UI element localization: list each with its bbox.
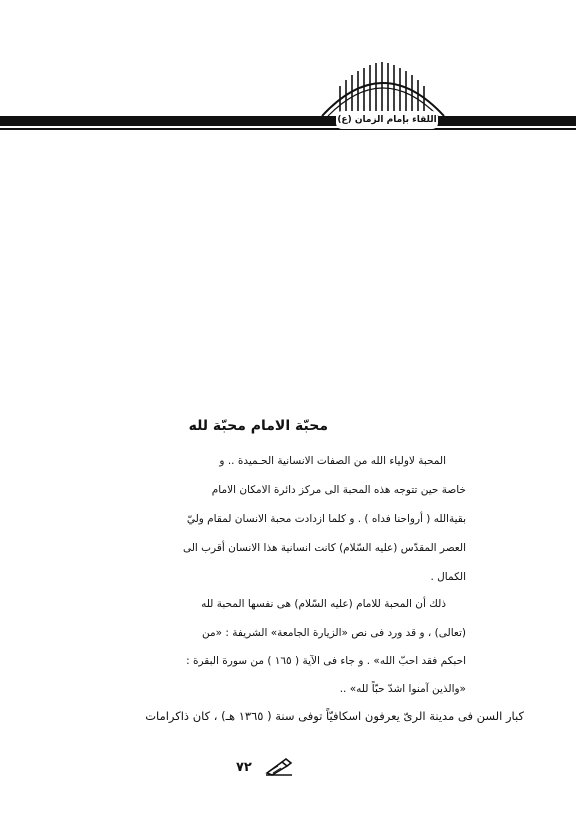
body-line: ذلك أن المحبة للامام (عليه السّلام) هى نفسها المحبة لله [201,598,446,610]
page-number: ٧٢ [236,760,252,775]
arch-with-bars-icon [318,56,448,118]
header-rule-thin [0,128,576,130]
body-line: كبار السن فى مدينة الرىّ يعرفون اسكافيّاً توفى سنة ( ١٣٦٥ هـ) ، كان ذاكرامات [145,709,524,723]
body-line: (تعالى) ، و قد ورد فى نص «الزيارة الجامعة» الشريفة : «من [202,627,466,639]
body-line: «والذين آمنوا اشدّ حبّاً لله» .. [339,683,466,695]
body-line: الكمال . [430,571,466,583]
body-line: بقية‌الله ( أرواحنا فداه ) . و كلما ازدادت محبة الانسان لمقام وليّ [186,513,466,525]
body-line: خاصة حين تتوجه هذه المحبة الى مركز دائرة الامكان الامام [211,484,466,496]
body-line: المحبة لاولياء الله من الصفات الانسانية الحـميدة .. و [219,455,446,467]
body-line: العصر المقدّس (عليه السّلام) كانت انسانية هذا الانسان أقرب الى [182,542,466,554]
body-line: احبكم فقد احبّ الله» . و جاء فى الآية ( ١٦٥ ) من سورة البقرة : [186,655,466,667]
section-title: محبّة الامام محبّة لله [188,418,328,434]
header-rule-thick [0,116,576,126]
running-head: اللقاء بإمام الزمان (ع) [336,111,438,129]
pen-writing-icon [264,758,294,776]
